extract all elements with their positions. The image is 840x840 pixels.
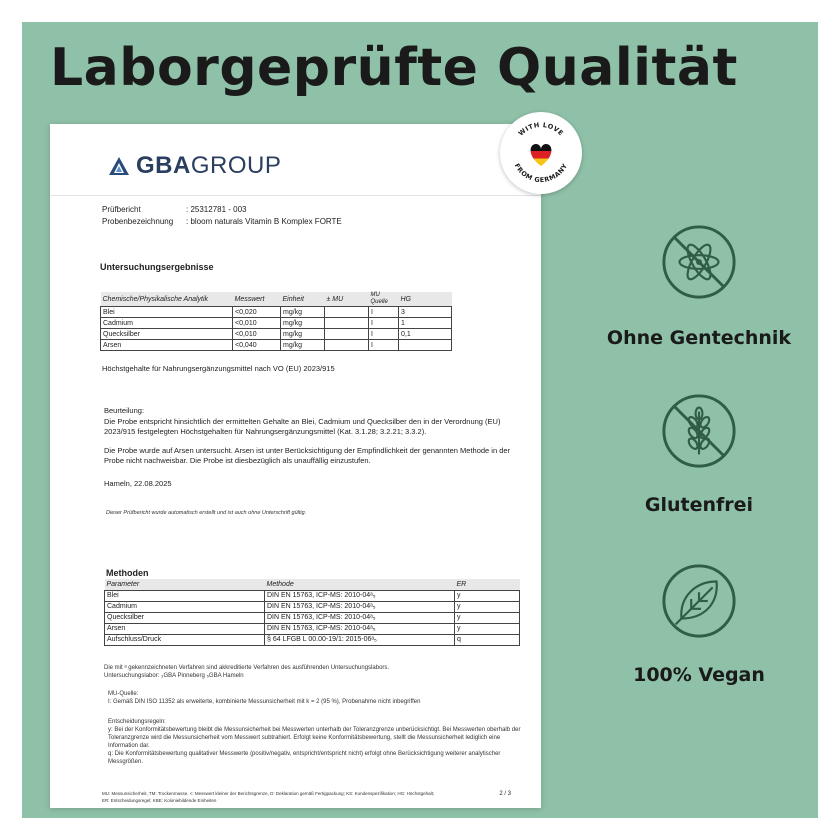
gba-triangle-logo-icon (108, 155, 130, 177)
table-row: Arsen DIN EN 15763, ICP-MS: 2010-04ᵃ₅ y (105, 623, 520, 634)
feature-label: Glutenfrei (644, 494, 754, 516)
page-number: 2 / 3 (499, 791, 511, 797)
feature-label: Ohne Gentechnik (606, 327, 792, 349)
results-table: Chemische/Physikalische Analytik Messwert Einheit ± MU MU Quelle HG Blei <0,020 mg/kg I 3 Cadmium <0,010 mg/kg I 1 Quecksilber <0,010 mg/kg I 0,1 Arsen <0,040 mg/kg I (100, 292, 452, 351)
logo-text: GBAGROUP (136, 152, 282, 179)
limit-note: Höchstgehalte für Nahrungsergänzungsmittel nach VO (EU) 2023/915 (102, 364, 335, 373)
table-row: Cadmium <0,010 mg/kg I 1 (101, 318, 452, 329)
decision-rules: Entscheidungsregeln: y: Bei der Konformitätsbewertung bleibt die Messunsicherheit bei Messwerten unterhalb der Toleranzgrenze unberücksichtigt. Bei Messwerten oberhalb der Toleranzgrenze wird die Messunsicherheit vom Messwert subtrahiert. Erfolgt keine Konformitätsbewertung, stellt die Messunsicherheit lediglich eine Information dar. q: Die Konformitätsbewertung qualitativer Messwerte (positiv/negativ, entspricht/entspricht nicht) erfolgt ohne Berücksichtigung weiterer analytischer Messgrößen. (108, 719, 521, 765)
germany-flag-heart-icon (527, 143, 555, 167)
badge-top-text: WITH LOVE (516, 120, 566, 138)
feature-vegan (604, 562, 794, 686)
table-row: Cadmium DIN EN 15763, ICP-MS: 2010-04ᵃ₅ y (105, 601, 520, 612)
results-title: Untersuchungsergebnisse (100, 262, 214, 272)
feature-gluten-free (604, 392, 794, 516)
table-row: Arsen <0,040 mg/kg I (101, 340, 452, 351)
vegan-leaf-icon (660, 562, 738, 640)
table-row: Aufschluss/Druck § 64 LFGB L 00.00-19/1: 2015-06ᵃ₅ q (105, 634, 520, 645)
svg-text:WITH LOVE (517, 121, 565, 138)
auto-note: Dieser Prüfbericht wurde automatisch erstellt und ist auch ohne Unterschrift gültig. (106, 510, 307, 516)
report-meta: Prüfbericht : 25312781 - 003 Probenbezeichnung : bloom naturals Vitamin B Komplex FORTE (102, 205, 342, 226)
mu-source: MU-Quelle: I: Gemäß DIN ISO 11352 als erweiterte, kombinierte Messunsicherheit mit k = 2 (95 %), Probenahme nicht inbegriffen (108, 691, 421, 705)
table-row: Quecksilber <0,010 mg/kg I 0,1 (101, 329, 452, 340)
methods-table: Parameter Methode ER Blei DIN EN 15763, ICP-MS: 2010-04ᵃ₅ y Cadmium DIN EN 15763, ICP-MS: 2010-04ᵃ₅ y Quecksilber DIN EN 15763, ICP-MS: 2010-04ᵃ₅ y Arsen DIN EN 15763, ICP-MS: 2010-04ᵃ₅ y Aufschluss/Druck § 64 LFGB L 00.00-19/1: 2015-06ᵃ₅ q (104, 579, 520, 646)
lab-report-document (50, 124, 541, 808)
methods-title: Methoden (106, 568, 149, 578)
feature-label: 100% Vegan (633, 664, 765, 686)
lab-notes: Die mit ᵃ gekennzeichneten Verfahren sind akkreditierte Verfahren des ausführenden Untersuchungslabors. Untersuchungslabor: ₃GBA Pinneberg ₅GBA Hameln (104, 665, 390, 679)
table-row: Quecksilber DIN EN 15763, ICP-MS: 2010-04ᵃ₅ y (105, 612, 520, 623)
badge-svg (500, 112, 582, 194)
no-gmo-atom-icon (660, 223, 738, 301)
feature-no-gmo (604, 223, 794, 349)
made-in-germany-badge (500, 112, 582, 194)
no-gluten-wheat-icon (660, 392, 738, 470)
badge-bottom-text: FROM GERMANY (512, 162, 570, 185)
header-divider (50, 195, 541, 196)
table-row: Blei <0,020 mg/kg I 3 (101, 307, 452, 318)
footer-legend: MU: Messunsicherheit, TM: Trockenmasse, <: Messwert kleiner der Berichtsgrenze, D: Deklaration gemäß Fertigpackung; KS: Kundenspezifikation; HG: Höchstgehalt; ER: Entscheidungsregel; KBE: Koloniebildende Einheiten (102, 791, 435, 803)
headline: Laborgeprüfte Qualität (50, 38, 738, 98)
table-row: Blei DIN EN 15763, ICP-MS: 2010-04ᵃ₅ y (105, 590, 520, 601)
assessment: Beurteilung: Die Probe entspricht hinsichtlich der ermittelten Gehalte an Blei, Cadmium und Quecksilber den in der Verordnung (EU) 2023/915 festgelegten Höchstgehalten für Nahrungsergänzungsmittel (Kat. 3.1.28; 3.2.21; 3.3.2). Die Probe wurde auf Arsen untersucht. Arsen ist unter Berücksichtigung der Empfindlichkeit der genannten Methode in der Probe nicht nachweisbar. Die Probe ist diesbezüglich als unauffällig einzustufen. Hameln, 22.08.2025 (104, 406, 511, 488)
gba-logo (108, 152, 281, 180)
